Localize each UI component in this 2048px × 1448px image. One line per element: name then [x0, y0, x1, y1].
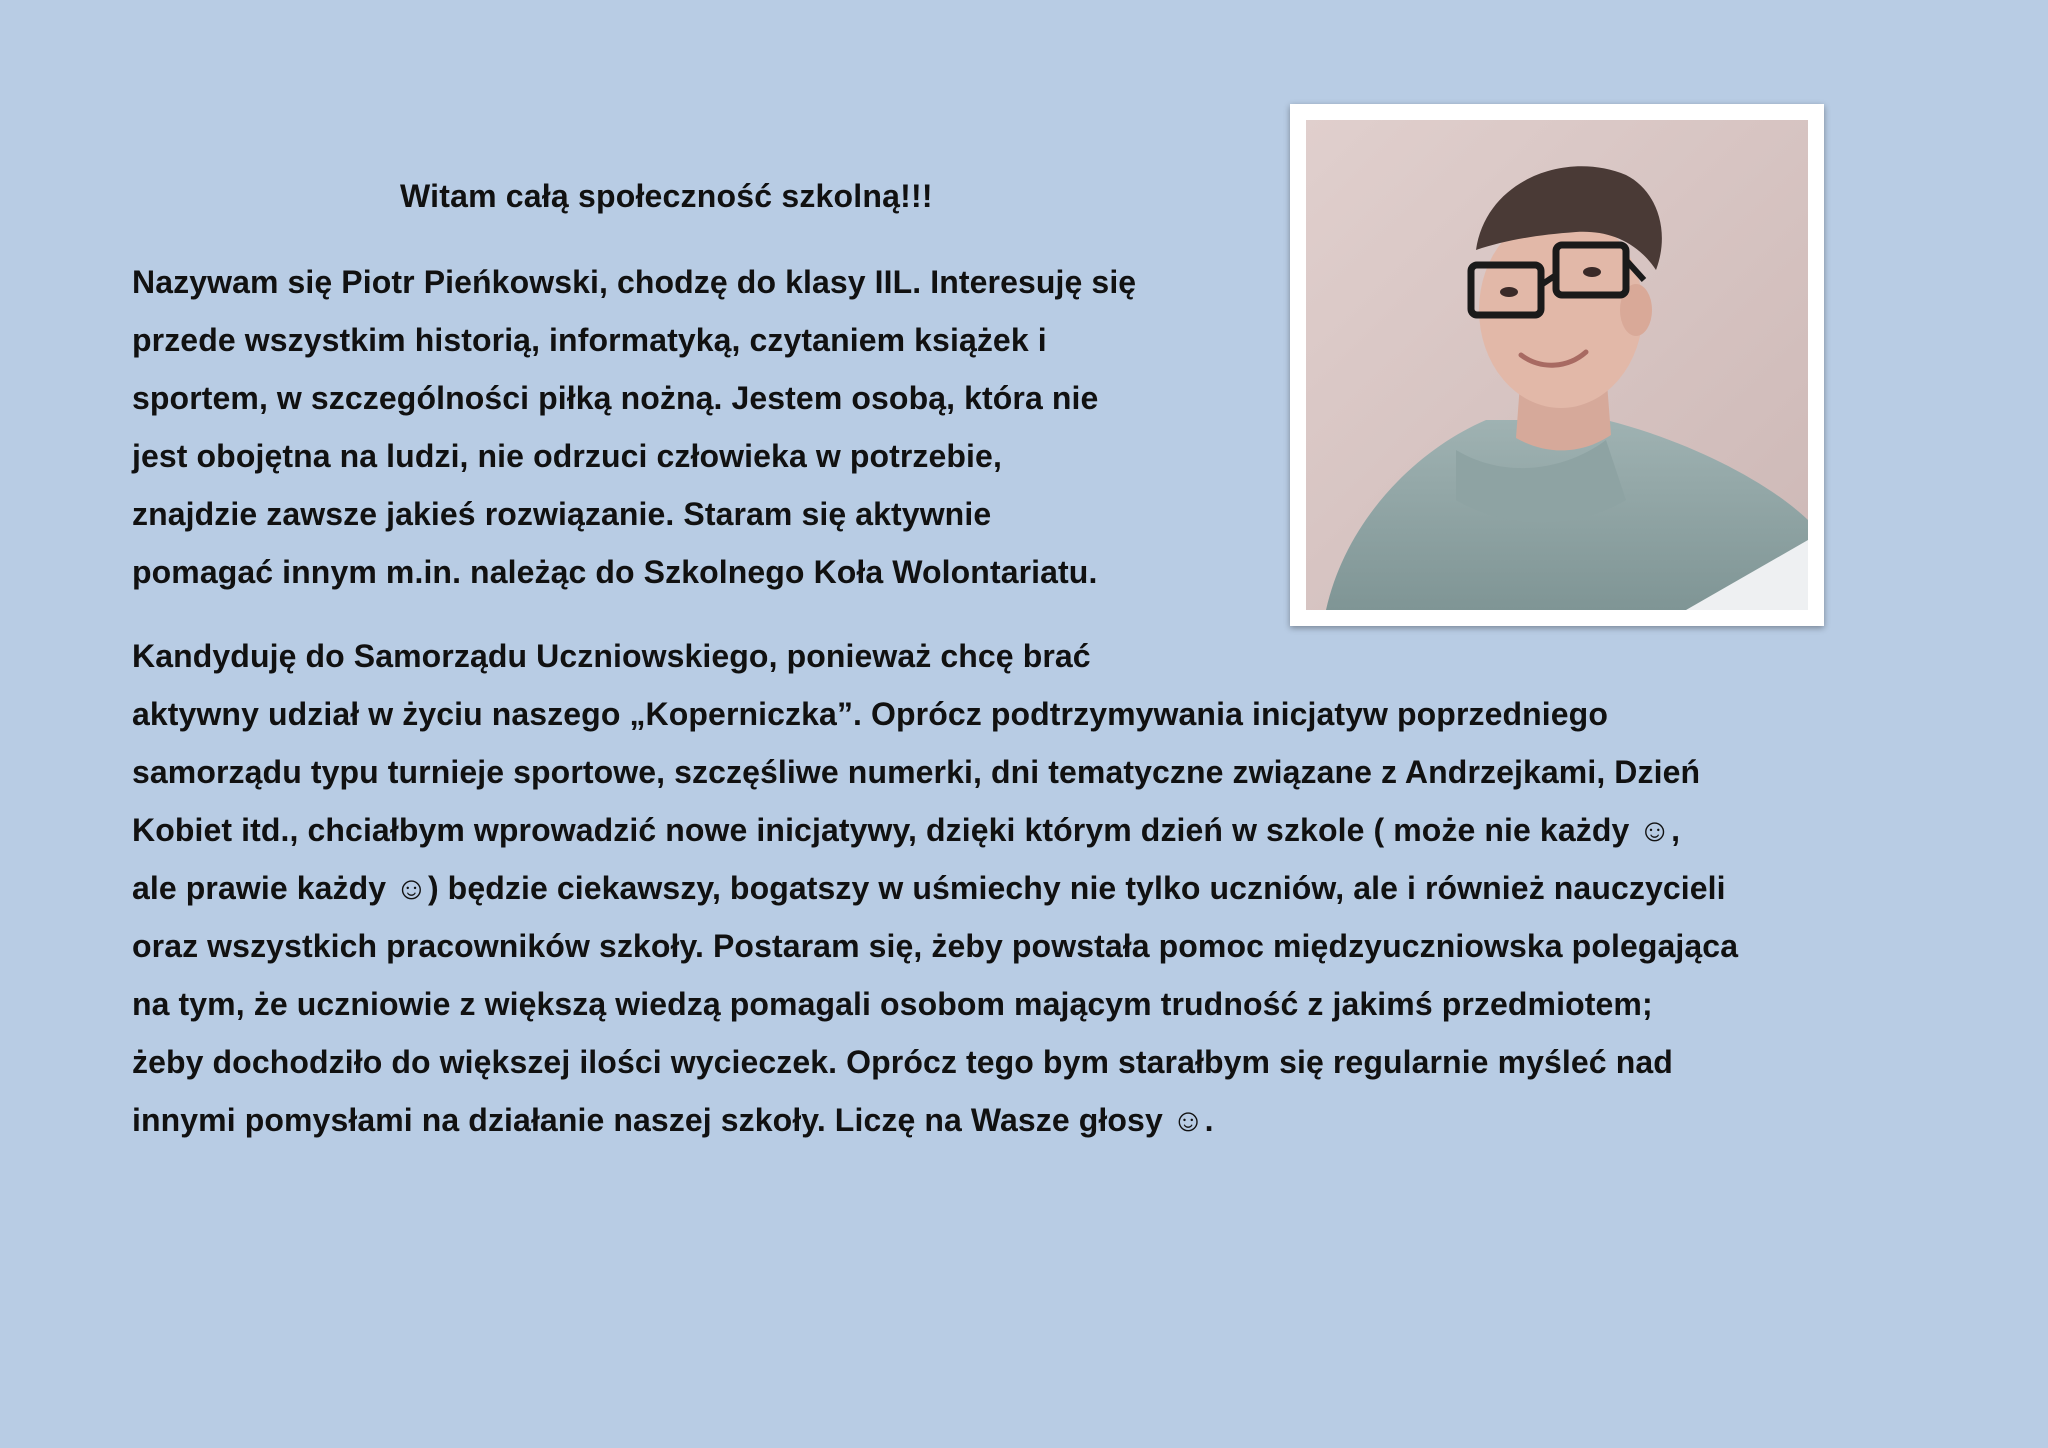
intro-line: Nazywam się Piotr Pieńkowski, chodzę do klasy IIL. Interesuję się [132, 264, 1137, 300]
body-line: samorządu typu turnieje sportowe, szczęśliwe numerki, dni tematyczne związane z Andrzejkami, Dzień [132, 754, 1701, 790]
body-line: na tym, że uczniowie z większą wiedzą pomagali osobom mającym trudność z jakimś przedmiotem; [132, 986, 1653, 1022]
body-line: innymi pomysłami na działanie naszej szkoły. Liczę na Wasze głosy ☺. [132, 1102, 1214, 1138]
body-line: ale prawie każdy ☺) będzie ciekawszy, bogatszy w uśmiechy nie tylko uczniów, ale i również nauczycieli [132, 870, 1726, 906]
portrait-frame [1290, 104, 1824, 626]
body-line: oraz wszystkich pracowników szkoły. Postaram się, żeby powstała pomoc międzyuczniowska polegająca [132, 928, 1739, 964]
intro-line: jest obojętna na ludzi, nie odrzuci człowieka w potrzebie, [132, 438, 1002, 474]
body-line: Kobiet itd., chciałbym wprowadzić nowe inicjatywy, dzięki którym dzień w szkole ( może nie każdy ☺, [132, 812, 1681, 848]
greeting-heading: Witam całą społeczność szkolną!!! [400, 178, 933, 214]
portrait-illustration [1306, 120, 1808, 610]
portrait-photo [1306, 120, 1808, 610]
intro-line: przede wszystkim historią, informatyką, czytaniem książek i [132, 322, 1047, 358]
body-line: aktywny udział w życiu naszego „Koperniczka”. Oprócz podtrzymywania inicjatyw poprzedniego [132, 696, 1608, 732]
intro-line: znajdzie zawsze jakieś rozwiązanie. Staram się aktywnie [132, 496, 992, 532]
intro-line: pomagać innym m.in. należąc do Szkolnego Koła Wolontariatu. [132, 554, 1098, 590]
intro-line: sportem, w szczególności piłką nożną. Jestem osobą, która nie [132, 380, 1099, 416]
body-line: Kandyduję do Samorządu Uczniowskiego, ponieważ chcę brać [132, 638, 1091, 674]
body-line: żeby dochodziło do większej ilości wycieczek. Oprócz tego bym starałbym się regularnie myśleć nad [132, 1044, 1673, 1080]
